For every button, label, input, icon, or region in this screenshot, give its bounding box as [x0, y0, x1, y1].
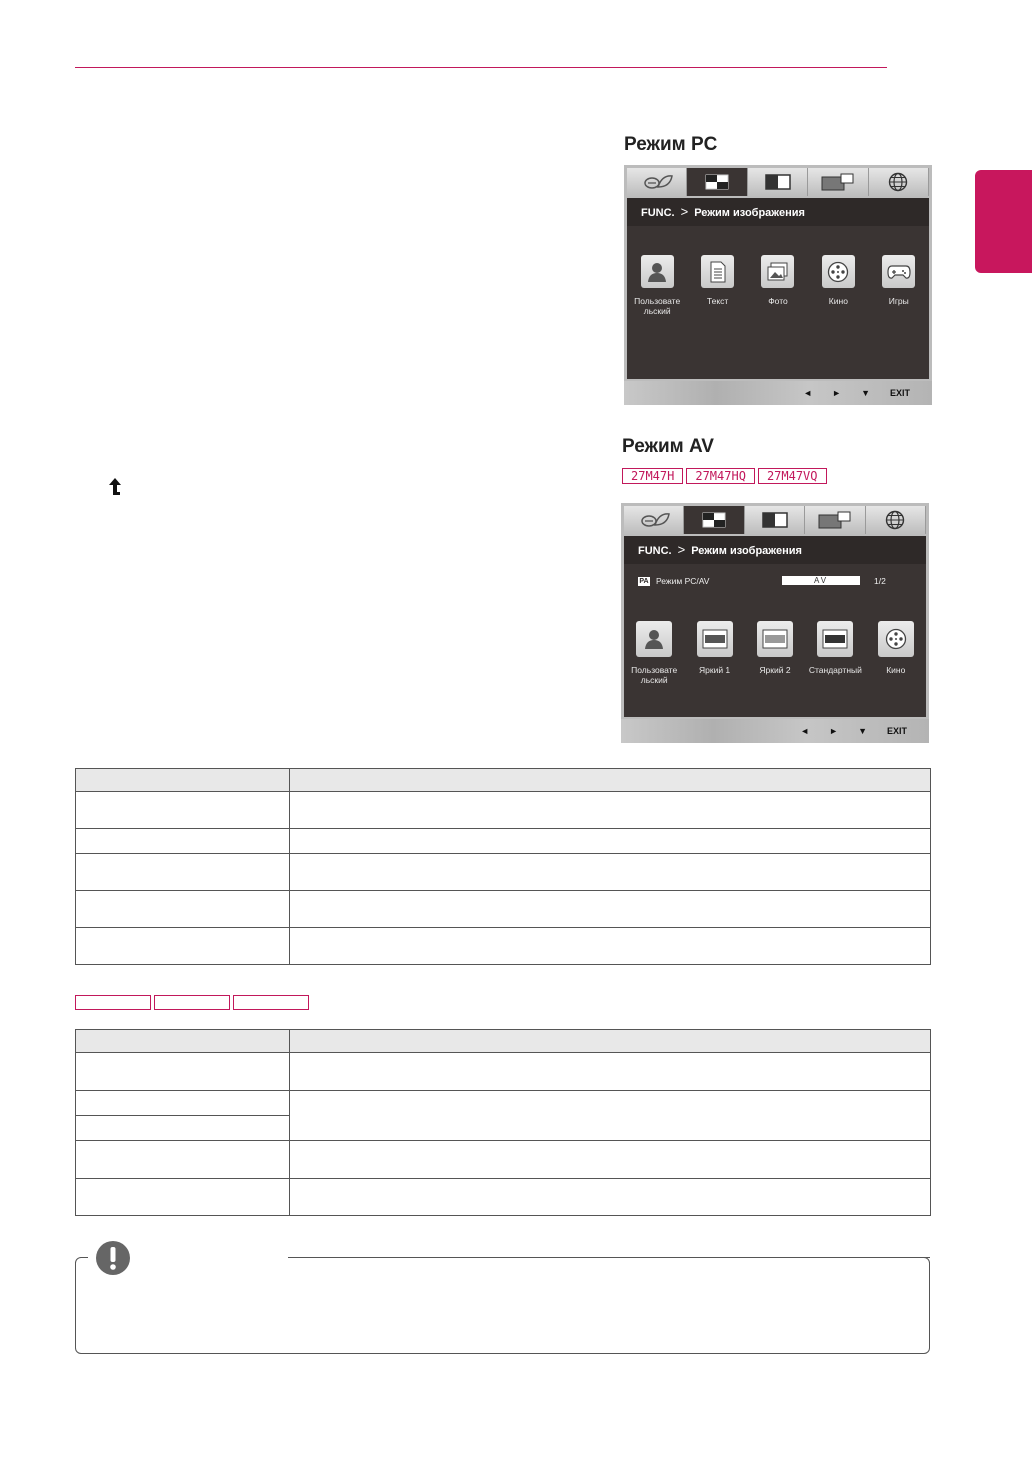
osd-nav-bar	[624, 381, 932, 405]
av-table-model-tags	[75, 995, 309, 1010]
pc-mode-list	[627, 255, 929, 316]
mode-label: Яркий 2	[759, 665, 791, 675]
language-side-tab	[975, 170, 1032, 273]
av-mode-table	[75, 1029, 931, 1216]
osd-panel	[624, 536, 926, 717]
model-tag-empty	[75, 995, 151, 1010]
tab-pip[interactable]	[805, 506, 865, 534]
film-reel-icon	[822, 255, 855, 288]
tab-language[interactable]	[866, 506, 926, 534]
gamepad-icon	[882, 255, 915, 288]
table-cell	[290, 891, 931, 928]
mode-standard[interactable]	[805, 621, 865, 685]
pc-av-value[interactable]: AV	[782, 576, 860, 585]
pip-icon	[818, 511, 852, 529]
osd-nav-bar	[621, 719, 929, 743]
table-row	[76, 1053, 931, 1091]
nav-right-button[interactable]: ►	[832, 388, 842, 398]
table-cell	[290, 792, 931, 829]
table-cell	[290, 1179, 931, 1216]
mode-cinema[interactable]	[866, 621, 926, 685]
mode-text[interactable]	[688, 255, 748, 316]
note-box	[75, 1257, 930, 1354]
tab-language[interactable]	[869, 168, 929, 196]
model-tag-empty	[233, 995, 309, 1010]
av-mode-list	[624, 621, 926, 685]
film-reel-icon	[878, 621, 914, 657]
screen-icon	[697, 621, 733, 657]
exit-button[interactable]: EXIT	[889, 388, 910, 398]
mode-user[interactable]	[627, 255, 687, 316]
table-cell	[76, 1116, 290, 1141]
table-header-row	[76, 1030, 931, 1053]
tab-picture-mode[interactable]	[684, 506, 744, 534]
exclamation-icon	[95, 1240, 131, 1276]
osd-breadcrumb	[627, 198, 929, 226]
picture-mode-icon	[702, 512, 726, 528]
av-osd-menu	[621, 503, 929, 743]
table-cell	[290, 829, 931, 854]
user-icon	[641, 255, 674, 288]
photo-icon	[761, 255, 794, 288]
pip-icon	[821, 173, 855, 191]
av-model-tags	[622, 468, 827, 484]
table-row	[76, 829, 931, 854]
mode-bright-1[interactable]	[685, 621, 745, 685]
mode-bright-2[interactable]	[745, 621, 805, 685]
table-row	[76, 928, 931, 965]
table-row	[76, 1141, 931, 1179]
picture-mode-icon	[705, 174, 729, 190]
pc-av-label: Режим PC/AV	[656, 576, 710, 586]
table-cell	[76, 891, 290, 928]
mode-label: Яркий 1	[698, 665, 731, 675]
breadcrumb-page: Режим изображения	[691, 545, 802, 557]
osd-panel	[627, 198, 929, 379]
nav-left-button[interactable]: ◄	[800, 726, 810, 736]
header-rule	[75, 67, 887, 68]
nav-down-button[interactable]: ▼	[861, 388, 870, 398]
tab-picture-mode[interactable]	[687, 168, 747, 196]
table-cell	[290, 1053, 931, 1091]
pc-mode-table	[75, 768, 931, 965]
nav-down-button[interactable]: ▼	[858, 726, 867, 736]
table-cell	[76, 1179, 290, 1216]
table-cell	[76, 854, 290, 891]
breadcrumb-separator: >	[680, 204, 689, 219]
table-header-cell	[76, 769, 290, 792]
table-cell	[290, 1091, 931, 1141]
up-arrow-icon	[108, 478, 122, 496]
table-header-cell	[290, 769, 931, 792]
mode-label: Фото	[768, 296, 788, 306]
exit-button[interactable]: EXIT	[886, 726, 907, 736]
table-cell	[76, 1053, 290, 1091]
table-header-row	[76, 769, 931, 792]
av-mode-title: Режим AV	[622, 436, 714, 457]
osd-tab-bar	[627, 168, 929, 196]
nav-left-button[interactable]: ◄	[803, 388, 813, 398]
mode-label: Кино	[828, 296, 848, 306]
table-row	[76, 1179, 931, 1216]
split-icon	[765, 174, 791, 190]
mode-games[interactable]	[869, 255, 929, 316]
table-cell	[76, 792, 290, 829]
table-cell	[290, 928, 931, 965]
screen-icon	[817, 621, 853, 657]
user-icon	[636, 621, 672, 657]
mode-label: Игры	[888, 296, 909, 306]
tab-split[interactable]	[745, 506, 805, 534]
table-cell	[76, 1141, 290, 1179]
table-cell	[76, 1091, 290, 1116]
mode-label: Стандартный	[808, 665, 862, 675]
tab-split[interactable]	[748, 168, 808, 196]
breadcrumb-func: FUNC.	[638, 545, 672, 557]
pc-av-row[interactable]	[638, 576, 918, 590]
table-row	[76, 1091, 931, 1116]
table-header-cell	[290, 1030, 931, 1053]
tab-eco[interactable]	[627, 168, 687, 196]
breadcrumb-separator: >	[677, 542, 686, 557]
osd-tab-bar	[624, 506, 926, 534]
screen-icon	[757, 621, 793, 657]
pc-osd-menu	[624, 165, 932, 405]
table-row	[76, 891, 931, 928]
table-row	[76, 854, 931, 891]
breadcrumb-func: FUNC.	[641, 207, 675, 219]
document-icon	[701, 255, 734, 288]
mode-label: Текст	[706, 296, 729, 306]
model-tag: 27M47VQ	[758, 468, 827, 484]
osd-breadcrumb	[624, 536, 926, 564]
mode-photo[interactable]	[748, 255, 808, 316]
nav-right-button[interactable]: ►	[829, 726, 839, 736]
mode-label: Пользовате льский	[631, 665, 678, 685]
table-cell	[76, 928, 290, 965]
table-cell	[76, 829, 290, 854]
split-icon	[762, 512, 788, 528]
tab-pip[interactable]	[808, 168, 868, 196]
pc-av-page: 1/2	[874, 576, 886, 586]
mode-cinema[interactable]	[808, 255, 868, 316]
tab-eco[interactable]	[624, 506, 684, 534]
pc-mode-title: Режим PC	[624, 134, 718, 155]
mode-user[interactable]	[624, 621, 684, 685]
globe-icon	[888, 172, 908, 192]
note-header-line	[288, 1257, 930, 1258]
table-row	[76, 792, 931, 829]
pc-av-badge: PA	[639, 578, 649, 585]
table-cell	[290, 1141, 931, 1179]
table-header-cell	[76, 1030, 290, 1053]
eco-icon	[640, 173, 674, 191]
breadcrumb-page: Режим изображения	[694, 207, 805, 219]
model-tag-empty	[154, 995, 230, 1010]
table-cell	[290, 854, 931, 891]
model-tag: 27M47H	[622, 468, 683, 484]
mode-label: Кино	[886, 665, 906, 675]
model-tag: 27M47HQ	[686, 468, 755, 484]
mode-label: Пользовате льский	[634, 296, 681, 316]
eco-icon	[637, 511, 671, 529]
globe-icon	[885, 510, 905, 530]
